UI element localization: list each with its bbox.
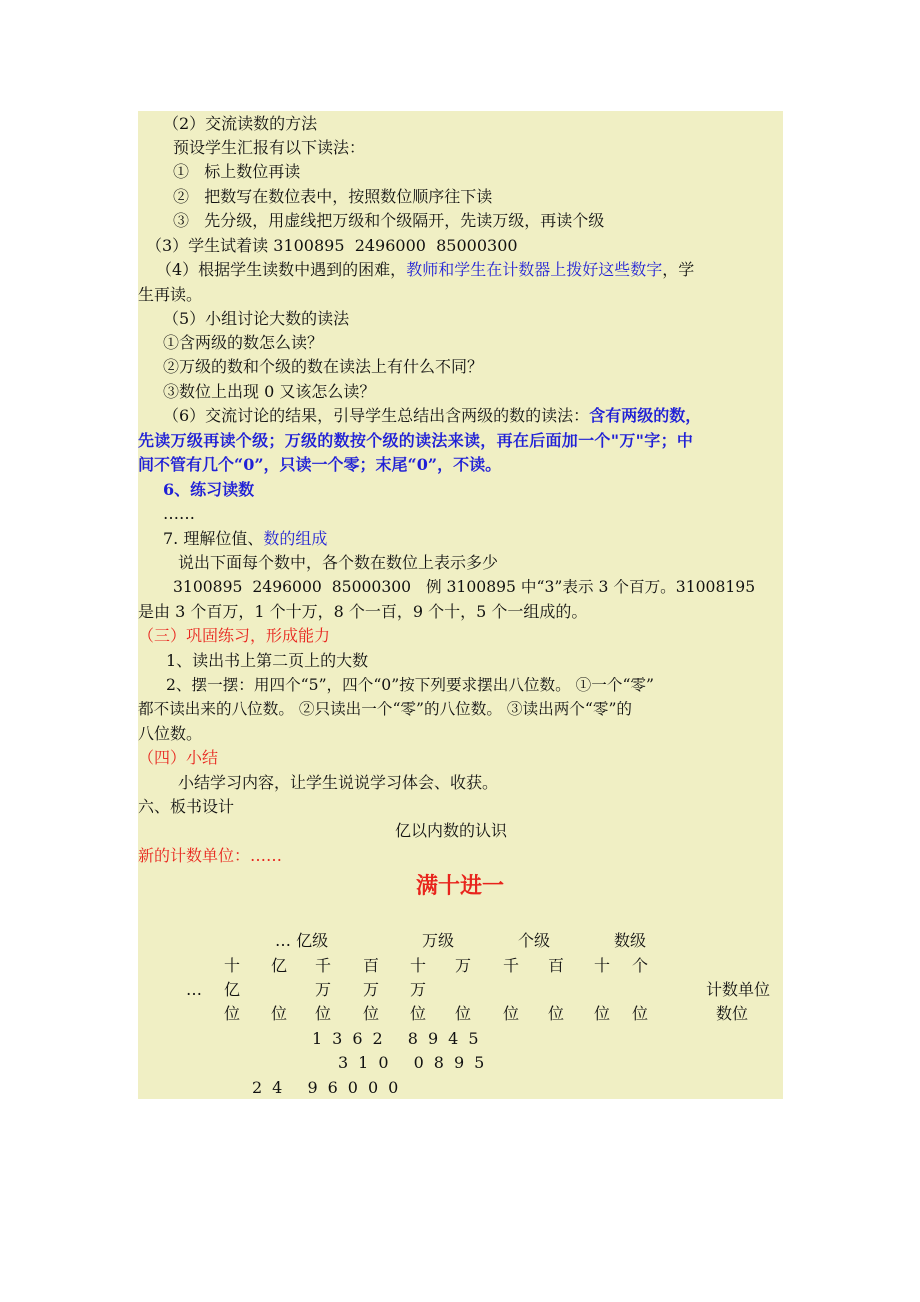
- text-line: 预设学生汇报有以下读法：: [173, 138, 366, 157]
- text-line: 小结学习内容，让学生说说学习体会、收获。: [178, 773, 499, 792]
- level-label: 个级: [518, 931, 551, 950]
- highlight-text: 数的组成: [263, 529, 328, 548]
- unit-char: 万: [315, 980, 332, 999]
- unit-char: 万: [410, 980, 427, 999]
- text-span: 7. 理解位值、: [163, 529, 264, 548]
- unit-char: 十: [224, 956, 241, 975]
- section-heading: （四）小结: [138, 748, 219, 767]
- unit-char: 十: [410, 956, 427, 975]
- unit-char: 万: [363, 980, 380, 999]
- section-heading: 6、练习读数: [163, 480, 255, 499]
- section-heading: 六、板书设计: [138, 797, 235, 816]
- number-row: 1362 8945: [312, 1029, 489, 1048]
- unit-char: 百: [548, 956, 565, 975]
- unit-char: 个: [632, 956, 649, 975]
- text-span: ，学: [662, 260, 695, 279]
- unit-char: 千: [315, 956, 332, 975]
- unit-char: 位: [224, 1004, 241, 1023]
- text-span: （6）交流讨论的结果，引导学生总结出含两级的数的读法：: [163, 406, 590, 425]
- unit-char: 位: [410, 1004, 427, 1023]
- number-row: 24 96000: [252, 1078, 409, 1097]
- text-line: （2）交流读数的方法: [163, 114, 318, 133]
- unit-char: 百: [363, 956, 380, 975]
- text-line: 都不读出来的八位数。 ②只读出一个“零”的八位数。 ③读出两个“零”的: [138, 700, 633, 718]
- text-line: [156, 258, 694, 282]
- ellipsis: …: [186, 980, 202, 999]
- row-label: 数位: [716, 1004, 749, 1023]
- board-heading: 满十进一: [415, 874, 504, 899]
- board-title: 亿以内数的认识: [395, 821, 508, 840]
- text-line: ② 把数写在数位表中，按照数位顺序往下读: [173, 187, 493, 206]
- text-line: 新的计数单位：……: [138, 846, 283, 865]
- text-span: （4）根据学生读数中遇到的困难，: [156, 260, 407, 279]
- number-row: 310 0895: [338, 1053, 495, 1072]
- unit-char: 十: [594, 956, 611, 975]
- text-line: ③ 先分级，用虚线把万级和个级隔开，先读万级，再读个级: [173, 211, 605, 230]
- section-heading: （三）巩固练习，形成能力: [138, 626, 331, 645]
- text-line: ③数位上出现 0 又该怎么读？: [163, 382, 376, 401]
- unit-char: 位: [315, 1004, 332, 1023]
- unit-char: 位: [548, 1004, 565, 1023]
- level-label: … 亿级: [275, 931, 329, 950]
- row-label: 计数单位: [706, 980, 771, 999]
- unit-char: 位: [632, 1004, 649, 1023]
- unit-char: 位: [363, 1004, 380, 1023]
- unit-char: 位: [503, 1004, 520, 1023]
- level-label: 数级: [614, 931, 647, 950]
- text-line: ①含两级的数怎么读？: [163, 333, 324, 352]
- highlight-text: 含有两级的数，: [589, 406, 702, 425]
- text-line: （3）学生试着读 3100895 2496000 85000300: [146, 236, 518, 255]
- text-line: ②万级的数和个级的数在读法上有什么不同？: [163, 357, 484, 376]
- text-line: [163, 527, 327, 551]
- text-line: 生再读。: [138, 285, 203, 304]
- text-line: 是由 3 个百万，1 个十万，8 个一百，9 个十，5 个一组成的。: [138, 602, 588, 621]
- text-line: 先读万级再读个级；万级的数按个级的读法来读，再在后面加一个"万"字；中: [138, 431, 694, 450]
- text-line: 间不管有几个“0”，只读一个零；末尾“0”，不读。: [138, 455, 502, 474]
- text-line: 1、读出书上第二页上的大数: [166, 651, 369, 670]
- unit-char: 位: [271, 1004, 288, 1023]
- text-line: 说出下面每个数中，各个数在数位上表示多少: [178, 553, 499, 572]
- text-line: ……: [163, 504, 195, 523]
- unit-char: 位: [455, 1004, 472, 1023]
- text-line: ① 标上数位再读: [173, 162, 301, 181]
- highlight-text: 教师和学生在计数器上拨好这些数字: [406, 260, 663, 279]
- level-label: 万级: [422, 931, 455, 950]
- unit-char: 亿: [224, 980, 241, 999]
- text-line: 八位数。: [138, 724, 203, 743]
- text-line: 3100895 2496000 85000300 例 3100895 中“3”表示 3 个百万。31008195: [173, 578, 756, 596]
- text-line: 2、摆一摆：用四个“5”，四个“0”按下列要求摆出八位数。 ①一个“零”: [166, 676, 654, 694]
- unit-char: 万: [455, 956, 472, 975]
- unit-char: 位: [594, 1004, 611, 1023]
- text-line: （5）小组讨论大数的读法: [163, 309, 350, 328]
- unit-char: 千: [503, 956, 520, 975]
- text-line: [163, 404, 701, 428]
- unit-char: 亿: [271, 956, 288, 975]
